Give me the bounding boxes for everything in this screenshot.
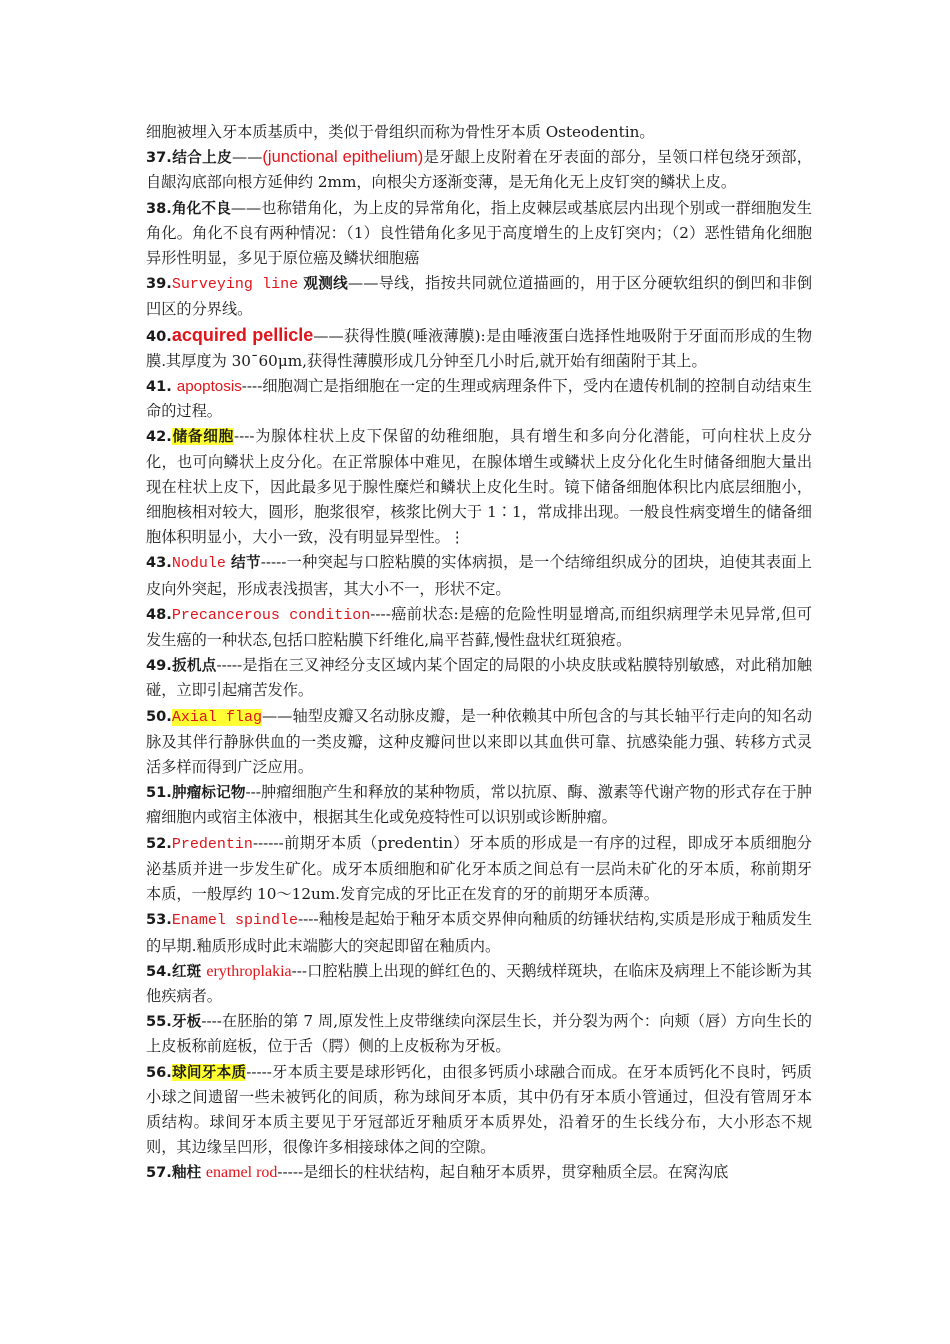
entry-definition: -----一种突起与口腔粘膜的实体病损，是一个结缔组织成分的团块，迫使其表面上皮向外突起，形成表浅损害，其大小不一，形状不定。 [146,553,812,598]
entry-40 [146,323,812,374]
entry-number: 49. [146,657,172,675]
entry-number: 55. [146,1013,172,1031]
entry-term-en: Precancerous condition [171,606,371,624]
entry-term-zh: 釉柱 [171,1164,202,1182]
entry-definition: ---肿瘤细胞产生和释放的某种物质，常以抗原、酶、激素等代谢产物的形式存在于肿瘤细胞内或宿主体液中，根据其生化或免疫特性可以识别或诊断肿瘤。 [146,783,812,827]
entry-43 [146,550,812,601]
entry-term-zh: 储备细胞 [171,428,234,446]
entry-definition: -----牙本质主要是球形钙化，由很多钙质小球融合而成。在牙本质钙化不良时，钙质小球之间遗留一些未被钙化的间质，称为球间牙本质，其中仍有牙本质小管通过，但没有管周牙本质结构。球间牙本质主要见于牙冠部近牙釉质牙本质界处，沿着牙的生长线分布，大小形态不规则，其边缘呈凹形，很像许多相接球体之间的空隙。 [146,1062,812,1157]
entry-definition: -----是指在三叉神经分支区域内某个固定的局限的小块皮肤或粘膜特别敏感，对此稍加触碰，立即引起痛苦发作。 [146,656,812,700]
entry-definition: ——轴型皮瓣又名动脉皮瓣，是一种依赖其中所包含的与其长轴平行走向的知名动脉及其伴行静脉供血的一类皮瓣，这种皮瓣问世以来即以其血供可靠、抗感染能力强、转移方式灵活多样而得到广泛应用。 [146,706,813,777]
entry-57 [146,1160,812,1185]
entry-53 [146,907,812,958]
entry-50 [146,704,812,781]
entry-term-zh: 观测线 [303,275,349,293]
entry-definition: ----釉梭是起始于釉牙本质交界伸向釉质的纺锤状结构,实质是形成于釉质发生的早期.釉质形成时此末端膨大的突起即留在釉质内。 [146,910,812,955]
entry-number: 50. [146,707,172,725]
entry-term-zh: 结合上皮 [171,149,233,167]
entry-number: 37. [146,149,172,167]
entry-term-zh: 结节 [230,554,261,572]
entry-42 [146,424,812,550]
entry-49 [146,653,812,703]
intro-text: 细胞被埋入牙本质基质中，类似于骨组织而称为骨性牙本质 Osteodentin。 [146,123,655,141]
entry-definition: -----是细长的柱状结构，起自釉牙本质界，贯穿釉质全层。在窝沟底 [277,1163,729,1182]
entry-term-en: (junctional epithelium) [262,148,424,167]
entry-term-en: erythroplakia [206,962,292,980]
intro-paragraph [146,120,812,145]
entry-number: 51. [146,784,172,802]
entry-term-en: acquired pellicle [171,324,314,345]
entry-definition: ——获得性膜(唾液薄膜):是由唾液蛋白选择性地吸附于牙面而形成的生物膜.其厚度为 30¯60μm,获得性薄膜形成几分钟至几小时后,就开始有细菌附于其上。 [146,326,813,370]
entry-38 [146,196,812,272]
entry-definition: 是牙龈上皮附着在牙表面的部分，呈领口样包绕牙颈部，自龈沟底部向根方延伸约 2mm，向根尖方逐渐变薄，是无角化无上皮钉突的鳞状上皮。 [146,148,812,192]
entry-term-en: Enamel spindle [171,912,298,930]
entry-number: 41. [146,378,172,396]
entry-term-zh: 角化不良 [171,199,231,217]
entry-definition: ——也称错角化，为上皮的异常角化，指上皮棘层或基底层内出现个别或一群细胞发生角化。角化不良有两种情况：（1）良性错角化多见于高度增生的上皮钉突内；（2）恶性错角化细胞异形性明显，多见于原位癌及鳞状细胞癌 [146,198,812,268]
entry-number: 40. [146,327,172,345]
entry-number: 48. [146,605,172,623]
entry-term-zh: 扳机点 [171,657,217,675]
entry-41 [146,374,812,424]
entry-definition: ---口腔粘膜上出现的鲜红色的、天鹅绒样斑块，在临床及病理上不能诊断为其他疾病者。 [146,961,812,1005]
entry-51 [146,780,812,830]
entry-term-zh: 肿瘤标记物 [171,784,246,802]
entry-term-en: enamel rod [205,1164,278,1182]
entry-term-zh: 球间牙本质 [171,1063,247,1081]
entry-definition: ——导线，指按共同就位道描画的，用于区分硬软组织的倒凹和非倒凹区的分界线。 [146,274,813,319]
entry-number: 56. [146,1063,172,1081]
entry-term-zh: 红斑 [171,962,202,980]
entry-56 [146,1060,812,1161]
entry-term-zh: 牙板 [171,1013,202,1031]
entry-number: 39. [146,275,172,293]
entry-term-en: apoptosis [176,378,242,396]
entry-term-en: Predentin [171,835,253,853]
entry-definition: ----在胚胎的第 7 周,原发性上皮带继续向深层生长，并分裂为两个：向颊（唇）方向生长的上皮板称前庭板，位于舌（腭）侧的上皮板称为牙板。 [146,1012,812,1056]
entry-55 [146,1009,812,1059]
entry-39 [146,271,812,322]
entry-number: 43. [146,554,172,572]
entry-52 [146,831,812,908]
entry-term-en: Surveying line [171,276,299,294]
entry-number: 53. [146,911,172,929]
entry-number: 38. [146,199,172,217]
entry-48 [146,602,812,653]
entry-number: 42. [146,428,172,446]
entry-separator: —— [232,148,263,167]
entry-definition: ----细胞凋亡是指细胞在一定的生理或病理条件下，受内在遗传机制的控制自动结束生命的过程。 [146,377,813,421]
entry-term-en: Axial flag [171,708,262,726]
entry-definition: ----癌前状态:是癌的危险性明显增高,而组织病理学未见异常,但可发生癌的一种状态,包括口腔粘膜下纤维化,扁平苔藓,慢性盘状红斑狼疮。 [146,604,812,650]
entry-37 [146,145,812,195]
entry-definition: ------前期牙本质（predentin）牙本质的形成是一有序的过程，即成牙本质细胞分泌基质并进一步发生矿化。成牙本质细胞和矿化牙本质之间总有一层尚未矿化的牙本质，称前期牙本质，一般厚约 10～12um.发育完成的牙比正在发育的牙的前期牙本质薄。 [146,833,812,904]
entry-term-en: Nodule [171,555,226,573]
entry-number: 52. [146,834,172,852]
entry-number: 54. [146,962,172,980]
entry-number: 57. [146,1164,172,1182]
entry-54 [146,959,812,1009]
entry-definition: ----为腺体柱状上皮下保留的幼稚细胞，具有增生和多向分化潜能，可向柱状上皮分化，也可向鳞状上皮分化。在正常腺体中难见，在腺体增生或鳞状上皮分化化生时储备细胞大量出现在柱状上皮下，因此最多见于腺性糜烂和鳞状上皮化生时。镜下储备细胞体积比内底层细胞小，细胞核相对较大，圆形，胞浆很窄，核浆比例大于 1∶1，常成排出现。一般良性病变增生的储备细胞体积明显小，大小一致，没有明显异型性。⋮ [146,427,812,547]
document-body [146,120,812,1186]
